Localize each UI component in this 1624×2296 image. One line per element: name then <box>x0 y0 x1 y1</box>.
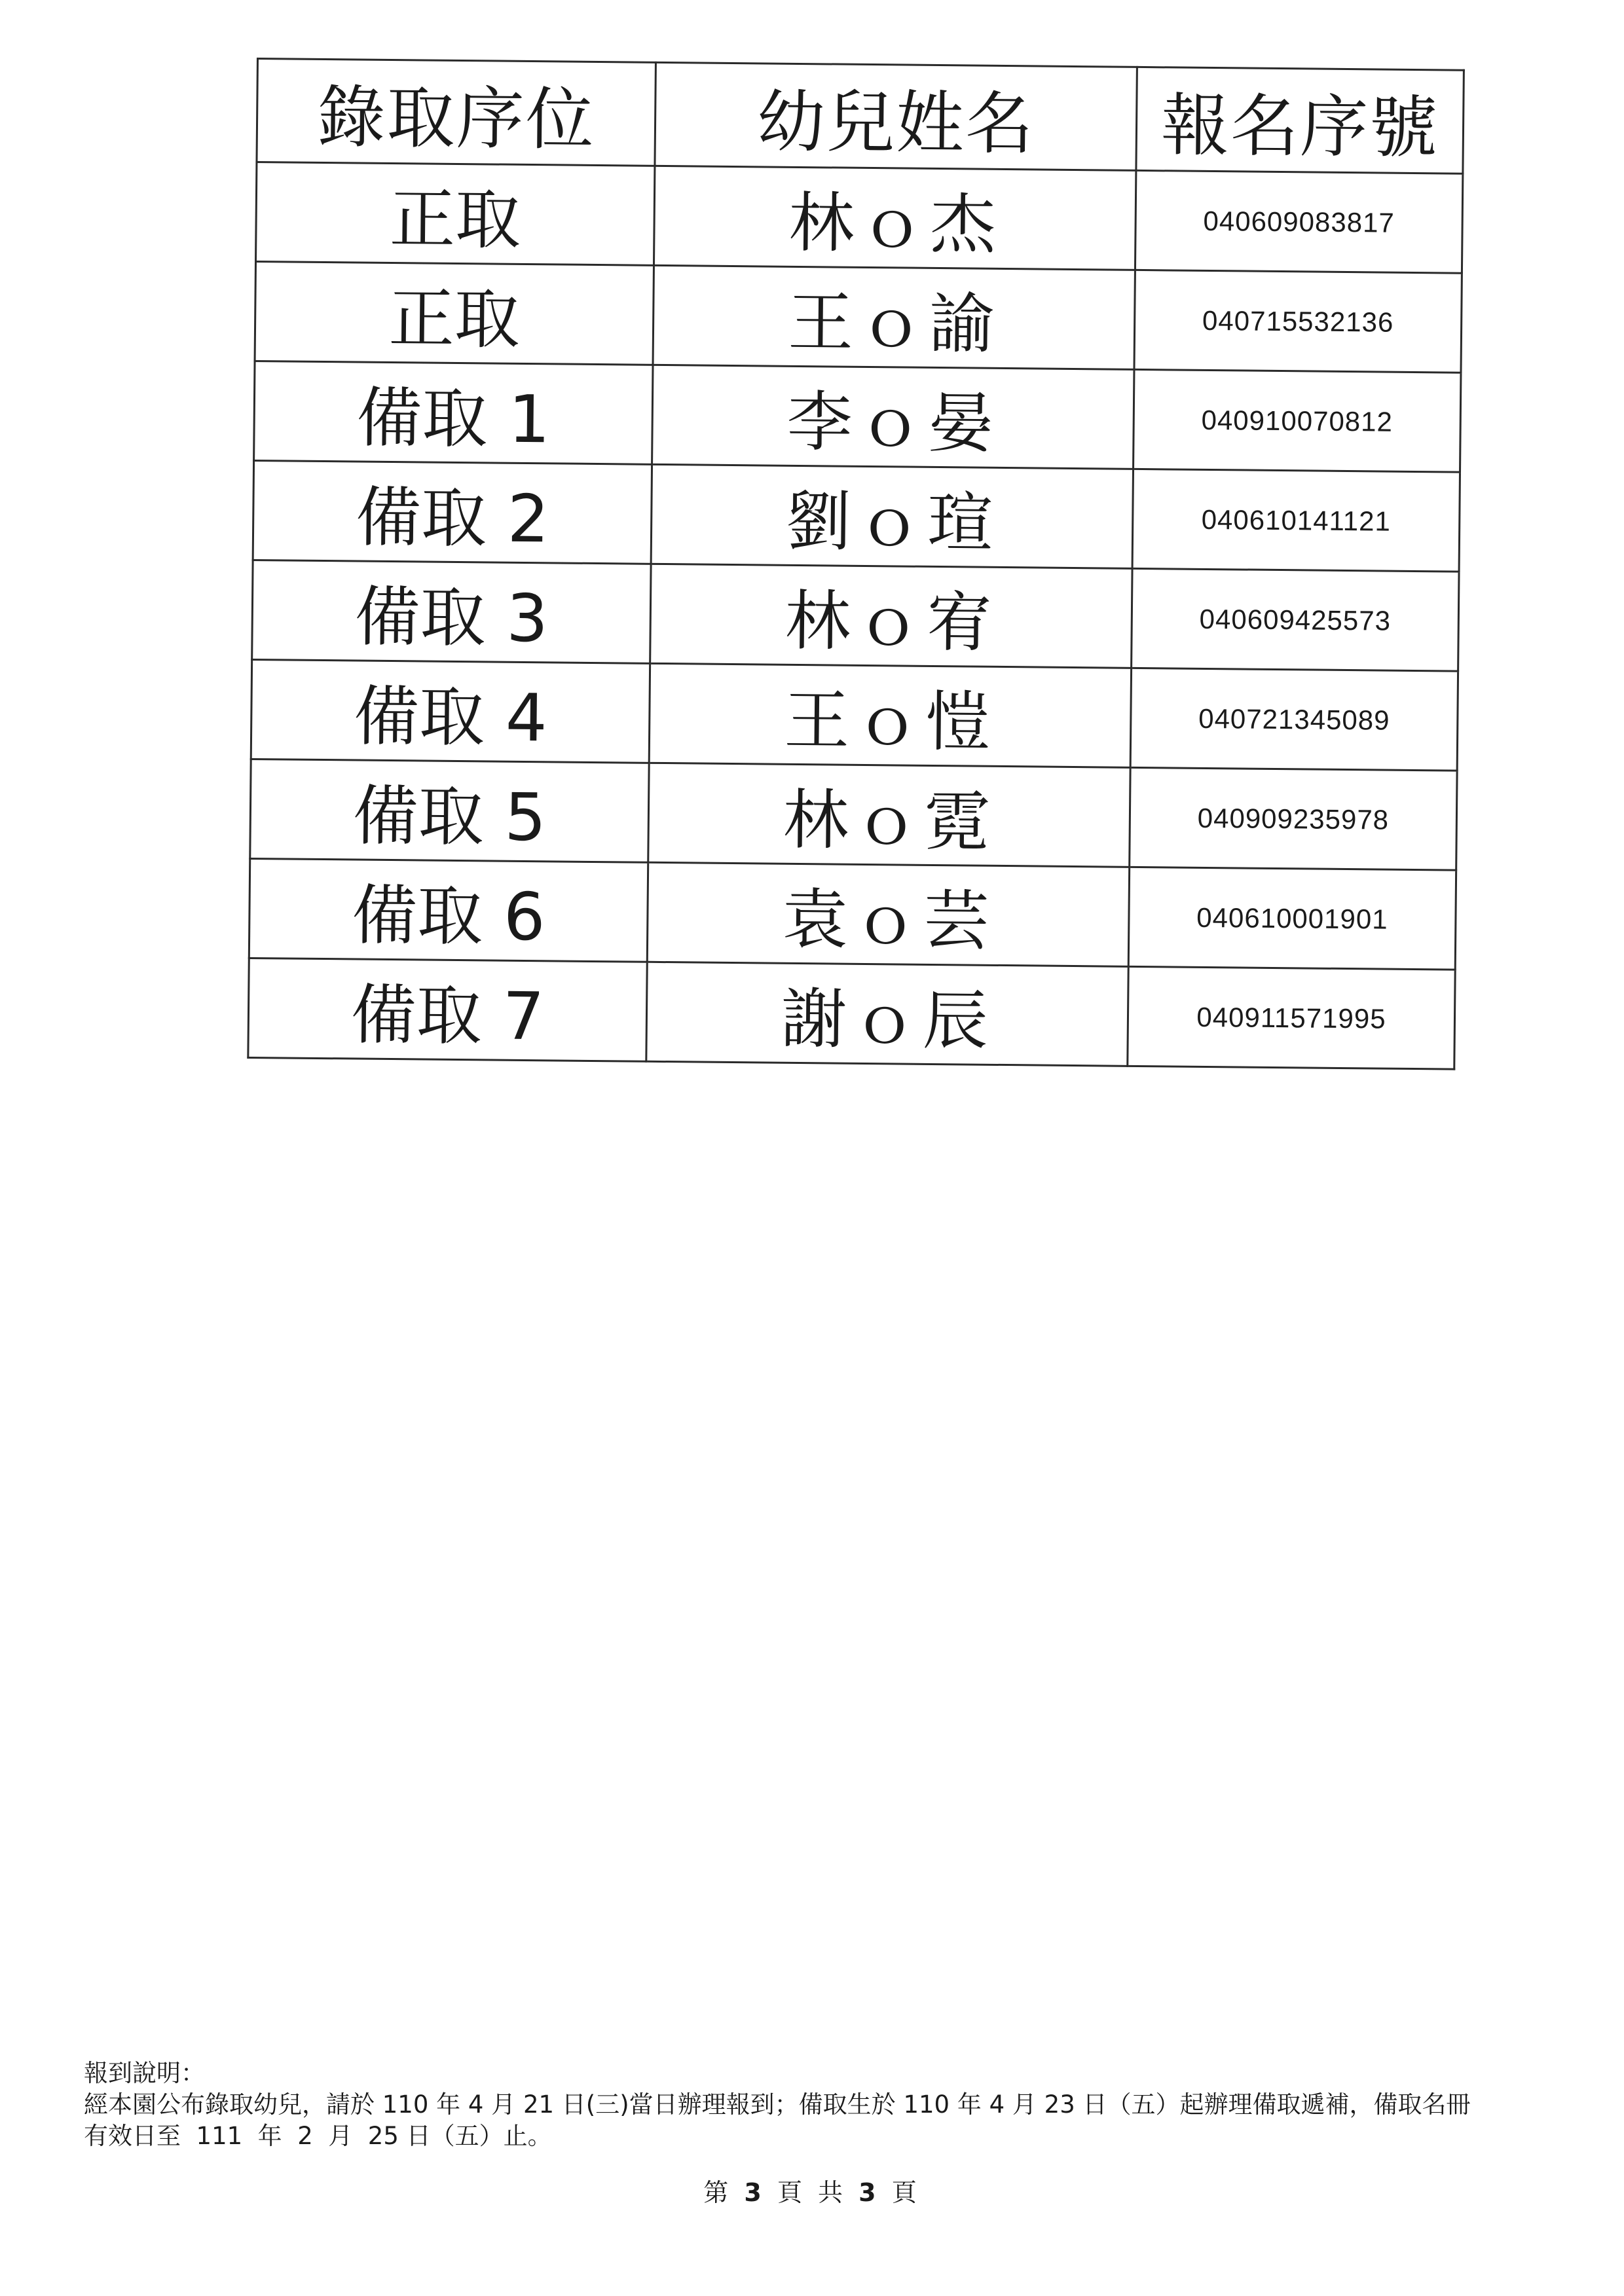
rank-cell: 備取 1 <box>254 361 653 464</box>
registration-number-cell: 040609425573 <box>1132 568 1459 671</box>
header-child-name: 幼兒姓名 <box>655 62 1137 170</box>
name-cell: 謝ｏ辰 <box>646 962 1128 1066</box>
name-cell: 袁ｏ芸 <box>647 862 1129 966</box>
name-cell: 劉ｏ瑄 <box>651 464 1133 568</box>
table-row <box>254 361 1461 472</box>
registration-notes <box>84 2058 1564 2152</box>
header-registration-number: 報名序號 <box>1136 67 1464 173</box>
name-cell: 林ｏ宥 <box>650 564 1132 668</box>
registration-number-cell: 040909235978 <box>1130 767 1457 870</box>
registration-number-cell: 040610001901 <box>1128 867 1456 970</box>
notes-line-1: 經本園公布錄取幼兒，請於 110 年 4 月 21 日(三)當日辦理報到；備取生於 110 年 4 月 23 日（五）起辦理備取遞補，備取名冊 <box>84 2090 1471 2119</box>
name-cell: 王ｏ愷 <box>649 663 1131 767</box>
table-row <box>251 659 1458 771</box>
notes-line-2: 有效日至 111 年 2 月 25 日（五）止。 <box>84 2122 552 2150</box>
registration-number-cell: 040721345089 <box>1130 668 1458 771</box>
registration-number-cell: 040610141121 <box>1132 469 1460 572</box>
table-row <box>249 858 1456 970</box>
name-cell: 林ｏ杰 <box>654 166 1135 270</box>
rank-cell: 備取 3 <box>252 560 651 663</box>
page-prefix: 第 <box>703 2178 733 2207</box>
table-header-row <box>257 59 1464 174</box>
table-row <box>248 958 1455 1069</box>
name-cell: 王ｏ諭 <box>653 265 1135 369</box>
rank-cell: 正取 <box>255 262 654 365</box>
registration-number-cell: 040715532136 <box>1134 270 1462 373</box>
page-number <box>0 2172 1624 2208</box>
rank-cell: 備取 5 <box>250 759 649 862</box>
rank-cell: 備取 6 <box>249 858 648 962</box>
rank-cell: 備取 4 <box>251 659 650 763</box>
admission-table <box>247 58 1465 1070</box>
page-current: 3 <box>744 2178 766 2207</box>
registration-number-cell: 040911571995 <box>1128 966 1455 1069</box>
registration-number-cell: 040609083817 <box>1135 170 1462 273</box>
name-cell: 李ｏ晏 <box>652 365 1134 469</box>
admission-table-wrapper <box>247 58 1463 1070</box>
table-row <box>256 162 1463 274</box>
page-suffix: 頁 <box>891 2178 921 2207</box>
header-rank: 錄取序位 <box>257 59 655 166</box>
page-middle: 頁 共 <box>777 2178 847 2207</box>
rank-cell: 正取 <box>256 162 655 266</box>
table-row <box>255 262 1462 373</box>
table-row <box>252 560 1459 671</box>
registration-number-cell: 040910070812 <box>1134 369 1461 472</box>
rank-cell: 備取 7 <box>248 958 647 1061</box>
notes-heading: 報到說明： <box>84 2059 205 2087</box>
page-total: 3 <box>858 2178 880 2207</box>
table-row <box>250 759 1457 870</box>
rank-cell: 備取 2 <box>253 460 652 564</box>
table-row <box>253 460 1460 572</box>
name-cell: 林ｏ霓 <box>648 763 1130 867</box>
